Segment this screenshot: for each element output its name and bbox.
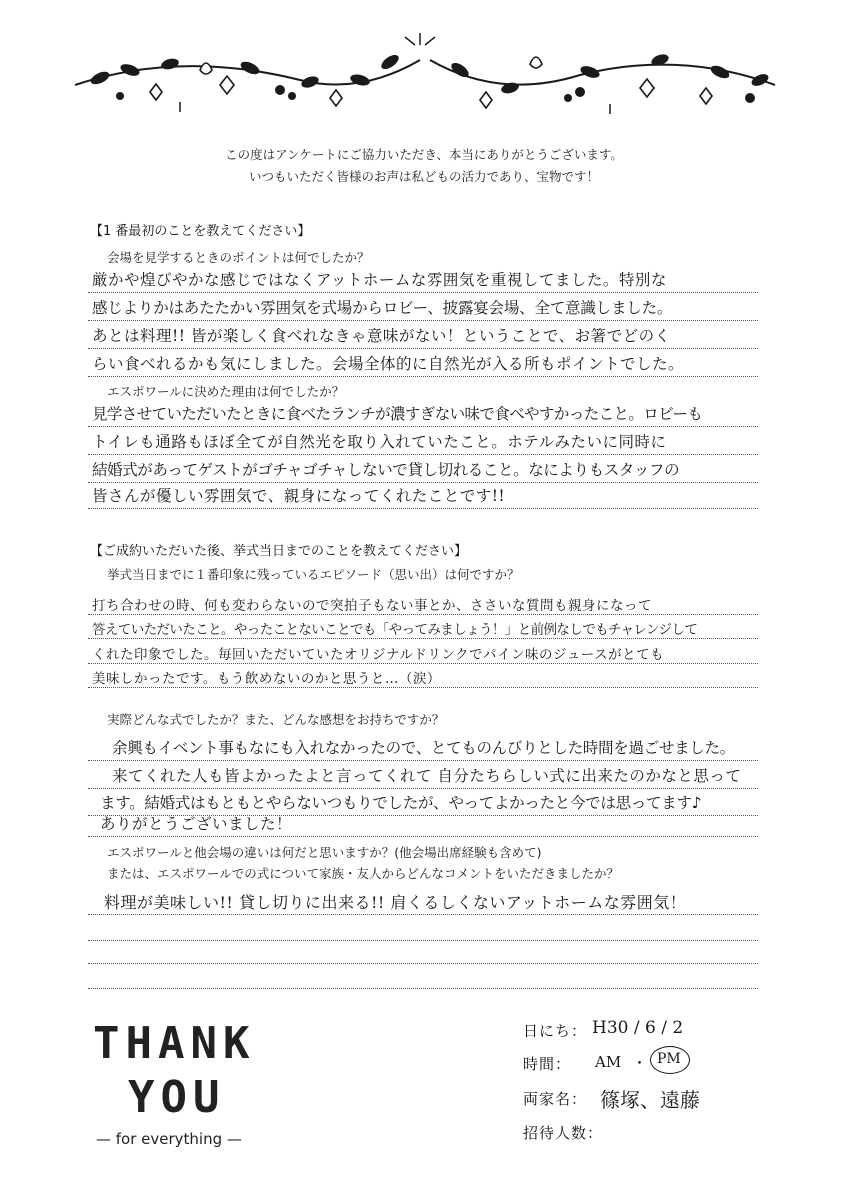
question-difference-line-1: エスポワールと他会場の違いは何だと思いますか？(他会場出席経験も含めて) [107, 845, 542, 860]
time-separator: ・ [632, 1054, 648, 1072]
answer-line: ありがとうございました！ [100, 815, 293, 833]
question-venue-points: 会場を見学するときのポイントは何でしたか？ [107, 250, 370, 265]
answer-line: 来てくれた人も皆よかったよと言ってくれて 自分たちらしい式に出来たのかなと思って [112, 767, 742, 785]
thank-text: THANK [93, 1018, 256, 1069]
for-everything-text: — for everything — [96, 1130, 242, 1148]
you-text: YOU [128, 1072, 226, 1123]
time-am: AM [595, 1053, 622, 1071]
families-value: 篠塚、遠藤 [600, 1088, 700, 1112]
time-label: 時間： [523, 1055, 572, 1073]
answer-line: 打ち合わせの時、何も変わらないので突拍子もない事とか、ささいな質問も親身になって [92, 598, 652, 614]
question-reason: エスポワールに決めた理由は何でしたか？ [107, 384, 345, 399]
families-label: 両家名： [523, 1090, 588, 1108]
answer-line: 美味しかったです。もう飲めないのかと思うと…（涙） [92, 671, 441, 687]
guests-label: 招待人数： [523, 1124, 604, 1142]
answer-line: 皆さんが優しい雰囲気で、親身になってくれたことです!! [92, 487, 506, 505]
intro-line-2: いつもいただく皆様のお声は私どもの活力であり、宝物です！ [248, 169, 599, 184]
answer-line: 厳かや煌びやかな感じではなくアットホームな雰囲気を重視してました。特別な [92, 271, 667, 289]
time-pm: PM [657, 1051, 681, 1067]
date-value: H30 / 6 / 2 [592, 1018, 684, 1038]
answer-line: 答えていただいたこと。やったことないことでも「やってみましょう！」と前例なしでもチャレンジして [92, 622, 698, 638]
question-ceremony-impression: 実際どんな式でしたか？また、どんな感想をお持ちですか？ [107, 712, 445, 727]
answer-line: 見学させていただいたときに食べたランチが濃すぎない味で食べやすかったこと。ロビーも [92, 405, 703, 423]
section-1-heading: 【1 番最初のことを教えてください】 [90, 224, 311, 239]
answer-line: 感じよりかはあたたかい雰囲気を式場からロビー、披露宴会場、全て意識しました。 [92, 299, 673, 317]
intro-line-1: この度はアンケートにご協力いただき、本当にありがとうございます。 [225, 147, 623, 162]
answer-line: らい食べれるかも気にしました。会場全体的に自然光が入る所もポイントでした。 [92, 355, 685, 373]
section-2-heading: 【ご成約いただいた後、挙式当日までのことを教えてください】 [90, 544, 468, 559]
floral-border-icon [60, 30, 790, 120]
answer-line: くれた印象でした。毎回いただいていたオリジナルドリンクでパイン味のジュースがとても [92, 647, 665, 663]
answer-line: ます。結婚式はもともとやらないつもりでしたが、やってよかったと今では思ってます♪ [100, 794, 702, 812]
answer-line: トイレも通路もほぼ全てが自然光を取り入れていたこと。ホテルみたいに同時に [92, 433, 667, 451]
answer-line: あとは料理!! 皆が楽しく食べれなきゃ意味がない！ということで、お箸でどのく [92, 327, 671, 345]
answer-line: 余興もイベント事もなにも入れなかったので、とてものんびりとした時間を過ごせました。 [112, 739, 735, 757]
question-difference-line-2: または、エスポワールでの式について家族・友人からどんなコメントをいただきましたか？ [107, 866, 620, 881]
date-label: 日にち： [523, 1022, 588, 1040]
question-memorable-episode: 挙式当日までに１番印象に残っているエピソード（思い出）は何ですか？ [107, 567, 520, 582]
answer-line: 料理が美味しい!! 貸し切りに出来る!! 肩くるしくないアットホームな雰囲気！ [104, 893, 687, 912]
answer-line: 結婚式があってゲストがゴチャゴチャしないで貸し切れること。なによりもスタッフの [92, 461, 680, 479]
